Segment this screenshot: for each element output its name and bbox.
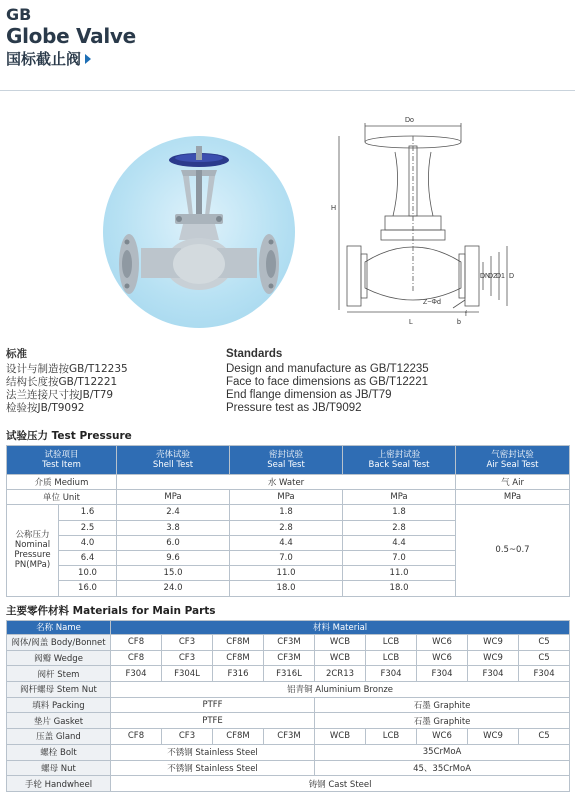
dim-label-d: D bbox=[509, 273, 515, 280]
table-cell: CF8M bbox=[213, 650, 264, 666]
row-label: 垫片 Gasket bbox=[7, 713, 111, 729]
page-title-cn bbox=[6, 48, 136, 70]
table-cell: CF8 bbox=[111, 729, 162, 745]
header-cell: 材料 Material bbox=[111, 621, 570, 635]
table-cell: WC6 bbox=[417, 729, 468, 745]
standards-en bbox=[226, 348, 429, 415]
table-cell: F304 bbox=[366, 666, 417, 682]
standard-code: GB bbox=[6, 5, 32, 24]
valve-photo bbox=[103, 136, 295, 328]
row-label: 填料 Packing bbox=[7, 697, 111, 713]
air-seal-value: 0.5~0.7 bbox=[456, 505, 570, 596]
table-row bbox=[7, 635, 570, 651]
table-row bbox=[7, 505, 570, 520]
medium-air: 气 Air bbox=[456, 475, 570, 490]
table-cell: CF8M bbox=[213, 729, 264, 745]
table-cell: CF3M bbox=[264, 635, 315, 651]
header-cell: 名称 Name bbox=[7, 621, 111, 635]
dim-label-d1: D1 bbox=[496, 273, 505, 280]
table-cell: 2.8 bbox=[230, 520, 343, 535]
table-cell: C5 bbox=[519, 650, 570, 666]
globe-valve-illustration bbox=[103, 136, 295, 328]
table-cell: 6.4 bbox=[59, 550, 117, 565]
header-cell: 密封试验 Seal Test bbox=[230, 446, 343, 475]
dim-label-l: L bbox=[409, 319, 413, 326]
table-cell: 4.4 bbox=[343, 535, 456, 550]
table-cell: F304 bbox=[417, 666, 468, 682]
dim-label-z: Z−Φd bbox=[423, 299, 441, 306]
header-divider bbox=[0, 90, 575, 91]
table-cell: 6.0 bbox=[117, 535, 230, 550]
table-cell: 7.0 bbox=[230, 550, 343, 565]
table-cell: C5 bbox=[519, 635, 570, 651]
triangle-right-icon bbox=[85, 54, 91, 64]
row-label: 压盖 Gland bbox=[7, 729, 111, 745]
table-cell: F304 bbox=[519, 666, 570, 682]
row-label: 阀瓣 Wedge bbox=[7, 650, 111, 666]
table-cell: WCB bbox=[315, 635, 366, 651]
table-cell: 不锈钢 Stainless Steel bbox=[111, 744, 315, 760]
standards-en-label: Standards bbox=[226, 348, 283, 360]
table-cell: CF8 bbox=[111, 635, 162, 651]
row-label: 螺栓 Bolt bbox=[7, 744, 111, 760]
table-cell: 3.8 bbox=[117, 520, 230, 535]
table-header-row bbox=[7, 446, 570, 475]
unit-label: 单位 Unit bbox=[7, 490, 117, 505]
table-cell: F304 bbox=[111, 666, 162, 682]
standards-cn-label: 标准 bbox=[6, 348, 27, 360]
standard-cn-line: 检验按JB/T9092 bbox=[6, 402, 85, 414]
table-cell: 7.0 bbox=[343, 550, 456, 565]
medium-label: 介质 Medium bbox=[7, 475, 117, 490]
table-row bbox=[7, 729, 570, 745]
row-label: 螺母 Nut bbox=[7, 760, 111, 776]
table-row bbox=[7, 650, 570, 666]
table-row bbox=[7, 490, 570, 505]
table-cell: WC9 bbox=[468, 729, 519, 745]
standard-cn-line: 结构长度按GB/T12221 bbox=[6, 376, 118, 388]
table-row bbox=[7, 713, 570, 729]
table-cell: LCB bbox=[366, 635, 417, 651]
header-cell: 试验项目 Test Item bbox=[7, 446, 117, 475]
table-row bbox=[7, 776, 570, 792]
table-cell: 10.0 bbox=[59, 566, 117, 581]
standard-en-line: Face to face dimensions as GB/T12221 bbox=[226, 376, 428, 388]
table-row bbox=[7, 682, 570, 698]
table-cell: 铝青铜 Aluminium Bronze bbox=[111, 682, 570, 698]
standard-cn-line: 设计与制造按GB/T12235 bbox=[6, 363, 128, 375]
test-pressure-table bbox=[6, 445, 570, 597]
materials-table bbox=[6, 620, 570, 792]
dim-label-dn: DN bbox=[480, 273, 491, 280]
table-cell: WCB bbox=[315, 729, 366, 745]
table-cell: WC9 bbox=[468, 635, 519, 651]
row-label: 手轮 Handwheel bbox=[7, 776, 111, 792]
standard-en-line: End flange dimension as JB/T79 bbox=[226, 389, 392, 401]
table-cell: LCB bbox=[366, 650, 417, 666]
dim-label-d2: D2 bbox=[488, 273, 497, 280]
row-label: 阀体/阀盖 Body/Bonnet bbox=[7, 635, 111, 651]
table-row bbox=[7, 475, 570, 490]
dimension-drawing bbox=[325, 112, 570, 334]
table-cell: WC6 bbox=[417, 650, 468, 666]
table-cell: WC9 bbox=[468, 650, 519, 666]
table-cell: CF3 bbox=[162, 650, 213, 666]
table-cell: 18.0 bbox=[343, 581, 456, 596]
table-cell: MPa bbox=[117, 490, 230, 505]
page-header bbox=[6, 6, 136, 70]
table-cell: 铸钢 Cast Steel bbox=[111, 776, 570, 792]
medium-water: 水 Water bbox=[117, 475, 456, 490]
table-cell: MPa bbox=[343, 490, 456, 505]
standards-cn bbox=[6, 348, 128, 415]
row-label: 阀杆螺母 Stem Nut bbox=[7, 682, 111, 698]
table-cell: 45、35CrMoA bbox=[315, 760, 570, 776]
table-cell: C5 bbox=[519, 729, 570, 745]
table-cell: LCB bbox=[366, 729, 417, 745]
standard-en-line: Design and manufacture as GB/T12235 bbox=[226, 363, 429, 375]
table-cell: 24.0 bbox=[117, 581, 230, 596]
table-cell: MPa bbox=[456, 490, 570, 505]
table-cell: WC6 bbox=[417, 635, 468, 651]
table-cell: 2.8 bbox=[343, 520, 456, 535]
page-title-cn-text: 国标截止阀 bbox=[6, 50, 82, 68]
table-cell: WCB bbox=[315, 650, 366, 666]
table-cell: 9.6 bbox=[117, 550, 230, 565]
table-cell: CF8M bbox=[213, 635, 264, 651]
standard-cn-line: 法兰连接尺寸按JB/T79 bbox=[6, 389, 114, 401]
table-cell: 2.5 bbox=[59, 520, 117, 535]
table-cell: 4.0 bbox=[59, 535, 117, 550]
dim-label-do: Do bbox=[405, 117, 414, 124]
table-cell: 1.8 bbox=[230, 505, 343, 520]
table-cell: CF3 bbox=[162, 729, 213, 745]
table-row bbox=[7, 666, 570, 682]
table-cell: 15.0 bbox=[117, 566, 230, 581]
table-cell: PTFE bbox=[111, 713, 315, 729]
row-label: 阀杆 Stem bbox=[7, 666, 111, 682]
standard-en-line: Pressure test as JB/T9092 bbox=[226, 402, 362, 414]
table-row bbox=[7, 744, 570, 760]
table-cell: CF3M bbox=[264, 729, 315, 745]
table-cell: 不锈钢 Stainless Steel bbox=[111, 760, 315, 776]
table-row bbox=[7, 697, 570, 713]
table-cell: F304 bbox=[468, 666, 519, 682]
table-header-row bbox=[7, 621, 570, 635]
table-cell: CF3M bbox=[264, 650, 315, 666]
table-cell: CF8 bbox=[111, 650, 162, 666]
table-cell: 2CR13 bbox=[315, 666, 366, 682]
table-cell: 石墨 Graphite bbox=[315, 697, 570, 713]
table-cell: 18.0 bbox=[230, 581, 343, 596]
table-cell: 11.0 bbox=[230, 566, 343, 581]
header-cell: 壳体试验 Shell Test bbox=[117, 446, 230, 475]
table-cell: 16.0 bbox=[59, 581, 117, 596]
table-cell: 1.6 bbox=[59, 505, 117, 520]
table-cell: F316L bbox=[264, 666, 315, 682]
dim-label-b: b bbox=[457, 319, 461, 326]
table-row bbox=[7, 760, 570, 776]
table-cell: 11.0 bbox=[343, 566, 456, 581]
table-cell: F316 bbox=[213, 666, 264, 682]
header-cell: 上密封试验 Back Seal Test bbox=[343, 446, 456, 475]
table-cell: F304L bbox=[162, 666, 213, 682]
table-cell: PTFF bbox=[111, 697, 315, 713]
table-cell: 4.4 bbox=[230, 535, 343, 550]
test-pressure-title: 试验压力 Test Pressure bbox=[6, 430, 132, 442]
table-cell: 1.8 bbox=[343, 505, 456, 520]
header-cell: 气密封试验 Air Seal Test bbox=[456, 446, 570, 475]
page-title: Globe Valve bbox=[6, 24, 136, 48]
table-cell: 2.4 bbox=[117, 505, 230, 520]
table-cell: CF3 bbox=[162, 635, 213, 651]
materials-title: 主要零件材料 Materials for Main Parts bbox=[6, 605, 216, 617]
dim-label-f: f bbox=[465, 311, 467, 318]
nominal-pressure-label: 公称压力 Nominal Pressure PN(MPa) bbox=[7, 505, 59, 596]
table-cell: 石墨 Graphite bbox=[315, 713, 570, 729]
dim-label-h: H bbox=[331, 205, 337, 212]
table-cell: 35CrMoA bbox=[315, 744, 570, 760]
table-cell: MPa bbox=[230, 490, 343, 505]
